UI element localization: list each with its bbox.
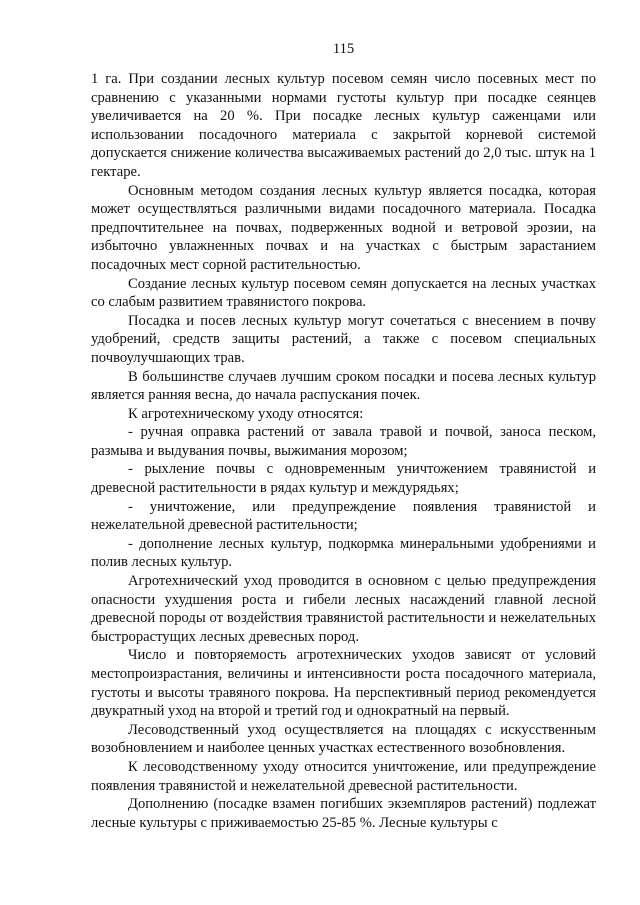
paragraph-planting-time: В большинстве случаев лучшим сроком посадки и посева лесных культур является ранняя весна, до начала распускания почек. — [91, 368, 596, 404]
paragraph-planting-method: Основным методом создания лесных культур является посадка, которая может осуществляться различными видами посадочного материала. Посадка предпочтительнее на почвах, подверженных водной и ветровой эрозии, на избыточно увлажненных почвах и на участках с быстрым зарастанием посадочных мест сорной растительностью. — [91, 182, 596, 273]
list-item-manual-clearing: - ручная оправка растений от завала травой и почвой, заноса песком, размыва и выдувания почвы, выжимания морозом; — [91, 424, 596, 459]
paragraph-care-frequency: Число и повторяемость агротехнических уходов зависят от условий местопроизрастания, величины и интенсивности роста посадочного материала, густоты и высоты травяного покрова. На перспективный период рекомендуется двукратный уход на второй и третий год и однократный на первый. — [91, 647, 596, 720]
paragraph-replenishment: Дополнению (посадке взамен погибших экземпляров растений) подлежат лесные культуры с приживаемостью 25-85 %. Лесные культуры с — [91, 796, 596, 831]
list-item-replenishment: - дополнение лесных культур, подкормка минеральными удобрениями и полив лесных культур. — [91, 535, 596, 571]
document-page — [91, 38, 596, 832]
list-item-vegetation-removal: - уничтожение, или предупреждение появления травянистой и нежелательной древесной растительности; — [91, 498, 596, 534]
paragraph-silvicultural-care: Лесоводственный уход осуществляется на площадях с искусственным возобновлением и наиболее ценных участках естественного возобновления. — [91, 721, 596, 757]
page-number: 115 — [332, 41, 355, 57]
paragraph-silvicultural-includes: К лесоводственному уходу относится уничтожение, или предупреждение появления травянистой и нежелательной древесной растительности. — [91, 758, 596, 794]
paragraph-agrotech-purpose: Агротехнический уход проводится в основном с целью предупреждения опасности ухудшения роста и гибели лесных насаждений главной лесной древесной породы от воздействия травянистой растительности и нежелательных быстрорастущих лесных древесных пород. — [91, 573, 596, 645]
paragraph-fertilizers: Посадка и посев лесных культур могут сочетаться с внесением в почву удобрений, средств защиты растений, а также с посевом специальных почвоулучшающих трав. — [91, 312, 596, 366]
paragraph-continuation: 1 га. При создании лесных культур посевом семян число посевных мест по сравнению с указанными нормами густоты культур при посадке сеянцев увеличивается на 20 %. При посадке лесных культур саженцами или использовании посадочного материала с закрытой корневой системой допускается снижение количества высаживаемых растений до 2,0 тыс. штук на 1 гектаре. — [91, 71, 596, 180]
paragraph-agrotech-intro: К агротехническому уходу относятся: — [128, 405, 364, 422]
paragraph-seeding: Создание лесных культур посевом семян допускается на лесных участках со слабым развитием травянистого покрова. — [91, 275, 596, 311]
list-item-soil-loosening: - рыхление почвы с одновременным уничтожением травянистой и древесной растительности в рядах культур и междурядьях; — [91, 461, 596, 497]
